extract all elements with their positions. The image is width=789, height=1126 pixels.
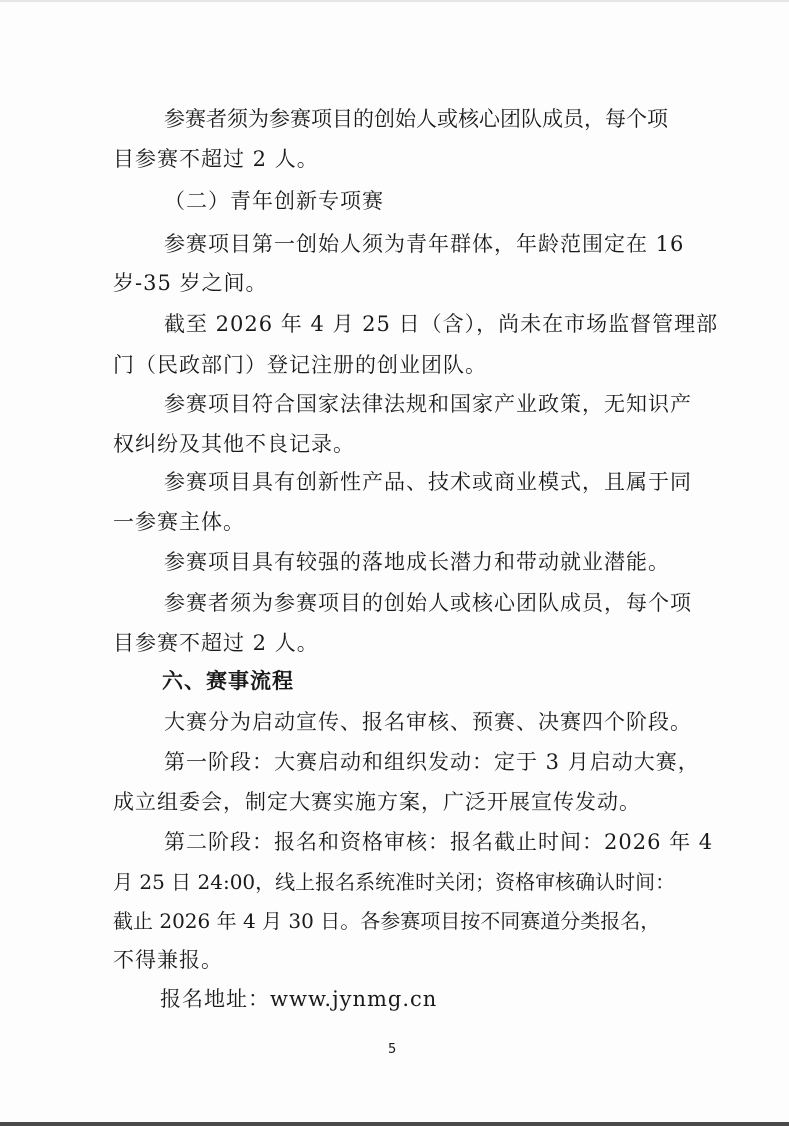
- paragraph-line: 月 25 日 24:00，线上报名系统准时关闭；资格审核确认时间：: [113, 870, 676, 894]
- paragraph-line: 参赛项目具有较强的落地成长潜力和带动就业潜能。: [164, 550, 670, 574]
- paragraph-line: 目参赛不超过 2 人。: [113, 631, 319, 655]
- paragraph-line: 参赛项目具有创新性产品、技术或商业模式，且属于同: [164, 470, 692, 494]
- paragraph-line: 权纠纷及其他不良记录。: [113, 432, 355, 456]
- section-heading: 六、赛事流程: [162, 669, 294, 693]
- paragraph-line: 一参赛主体。: [113, 510, 245, 534]
- section-subheading: （二）青年创新专项赛: [164, 189, 384, 213]
- paragraph-line: 岁-35 岁之间。: [113, 271, 268, 295]
- paragraph-line: 截止 2026 年 4 月 30 日。各参赛项目按不同赛道分类报名，: [113, 909, 661, 933]
- paragraph-line: 截至 2026 年 4 月 25 日（含），尚未在市场监督管理部: [164, 312, 719, 336]
- paragraph-line: 目参赛不超过 2 人。: [113, 147, 319, 171]
- paragraph-line: [164, 104, 672, 134]
- paragraph-line: 参赛者须为参赛项目的创始人或核心团队成员，每个项: [164, 591, 692, 615]
- scan-bottom-edge: [0, 1122, 789, 1126]
- paragraph-line: 参赛项目符合国家法律法规和国家产业政策，无知识产: [164, 392, 692, 416]
- registration-address: 报名地址：www.jynmg.cn: [160, 987, 438, 1011]
- paragraph-line: 第二阶段：报名和资格审核：报名截止时间：2026 年 4: [164, 830, 714, 854]
- paragraph-line: 成立组委会，制定大赛实施方案，广泛开展宣传发动。: [113, 790, 641, 814]
- paragraph-line: 大赛分为启动宣传、报名审核、预赛、决赛四个阶段。: [164, 710, 692, 734]
- text: 参赛者须为参赛项目的创始人或核心团队成员，每个项: [164, 107, 668, 131]
- page-number: 5: [388, 1042, 397, 1057]
- paragraph-line: 参赛项目第一创始人须为青年群体，年龄范围定在 16: [164, 232, 685, 256]
- scan-top-edge: [0, 0, 789, 2]
- paragraph-line: 门（民政部门）登记注册的创业团队。: [113, 353, 487, 377]
- paragraph-line: 不得兼报。: [113, 948, 223, 972]
- paragraph-line: 第一阶段：大赛启动和组织发动：定于 3 月启动大赛，: [164, 750, 700, 774]
